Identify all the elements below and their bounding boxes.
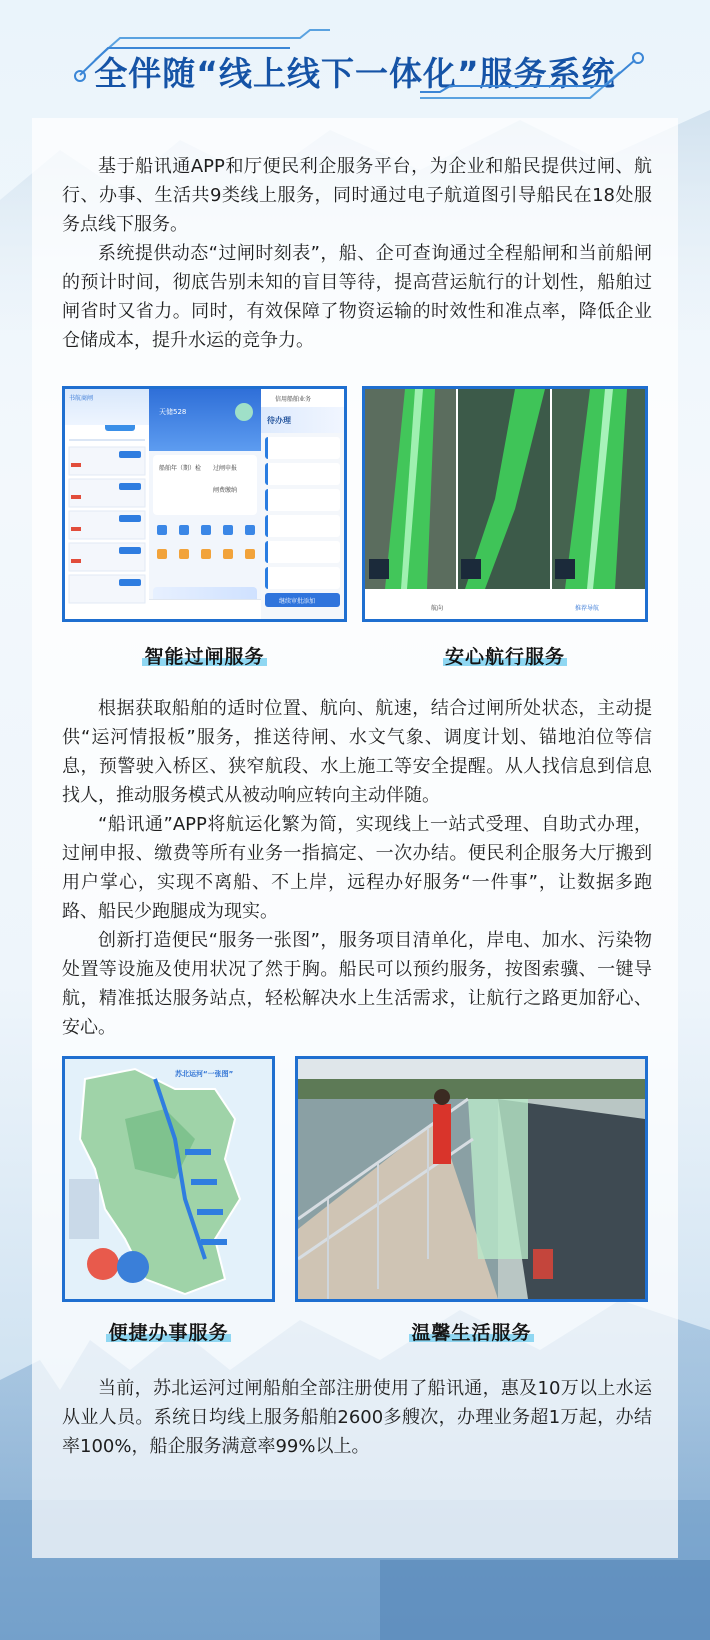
body-paragraph-5: 创新打造便民“服务一张图”，服务项目清单化，岸电、加水、污染物处置等设施及使用状况了然于胸。船民可以预约服务，按图索骥、一键导航，精准抵达服务站点，轻松解决水上生活需求，让航行之路更加舒心、安心。 xyxy=(62,930,652,1038)
todo-row[interactable] xyxy=(265,541,340,563)
nav-heading-label: 航向 xyxy=(431,605,444,612)
phone-header xyxy=(65,389,149,425)
life-service-photo xyxy=(295,1056,648,1302)
todo-row[interactable] xyxy=(265,463,340,485)
continue-button-label: 继续审批添加 xyxy=(279,598,316,605)
app-screenshot-lock-service xyxy=(62,386,347,622)
intro-paragraph-1: 基于船讯通APP和厅便民利企服务平台，为企业和船民提供过闸、航行、办事、生活共9类线上服务，同时通过电子航道图引导船民在18处服务点线下服务。 xyxy=(62,156,652,235)
bottom-tab-bar[interactable] xyxy=(149,599,261,619)
recommend-nav-button[interactable]: 推荐导航 xyxy=(575,605,600,612)
right-header xyxy=(261,389,344,407)
todo-row[interactable] xyxy=(265,437,340,459)
service-item-lock-declare[interactable]: 过闸申报 xyxy=(213,465,238,472)
todo-header xyxy=(261,407,344,433)
caption-lock-service: 智能过闸服务 xyxy=(144,646,265,668)
service-card xyxy=(153,455,257,515)
continue-button[interactable] xyxy=(265,593,340,607)
caption-navigation-service: 安心航行服务 xyxy=(444,646,565,668)
todo-row[interactable] xyxy=(265,489,340,511)
service-item-inspection[interactable]: 船舶年（期）检 xyxy=(159,465,202,472)
jiangsu-map-illustration xyxy=(65,1059,272,1299)
account-header xyxy=(149,389,261,451)
service-item-lock-fee[interactable]: 闸费缴纳 xyxy=(213,487,238,494)
avatar xyxy=(235,403,253,421)
phone-screen-left xyxy=(65,389,149,619)
calendar-icon xyxy=(65,425,149,619)
caption-life-service: 温馨生活服务 xyxy=(411,1322,532,1344)
body-paragraph-4: “船讯通”APP将航运化繁为简，实现线上一站式受理、自助式办理，过闸申报、缴费等所有业务一指搞定、一次办结。便民利企服务大厅搬到用户掌心，实现不离船、不上岸，远程办好服务“一件事”，让数据多跑路、船民少跑腿成为现实。 xyxy=(62,814,652,922)
right-header-label: 信用船舶业务 xyxy=(275,396,312,403)
closing-paragraph: 当前，苏北运河过闸船舶全部注册使用了船讯通，惠及10万以上水运从业人员。系统日均线上服务船舶2600多艘次，办理业务超1万起，办结率100%，船企服务满意率99%以上。 xyxy=(62,1378,652,1457)
header-decoration xyxy=(0,20,710,110)
todo-title: 待办理 xyxy=(267,416,291,425)
phone-top-left-label: 书航商闸 xyxy=(69,395,94,402)
phone-screen-middle xyxy=(149,389,261,619)
intro-paragraph-2: 系统提供动态“过闸时刻表”，船、企可查询通过全程船闸和当前船闸的预计时间，彻底告别未知的盲目等待，提高营运航行的计划性，船舶过闸省时又省力。同时，有效保障了物资运输的时效性和准点率，降低企业仓储成本，提升水运的竞争力。 xyxy=(62,243,652,351)
account-name: 天储528 xyxy=(159,408,187,416)
todo-row[interactable] xyxy=(265,515,340,537)
todo-row[interactable] xyxy=(265,567,340,589)
caption-convenient-affairs: 便捷办事服务 xyxy=(108,1322,229,1344)
phone-screen-right xyxy=(261,389,344,619)
body-paragraph-3: 根据获取船舶的适时位置、航向、航速，结合过闸所处状态，主动提供“运河情报板”服务，推送待闸、水文气象、调度计划、锚地泊位等信息，预警驶入桥区、狭窄航段、水上施工等安全提醒。从人找信息到信息找人，推动服务模式从被动响应转向主动伴随。 xyxy=(62,698,652,806)
app-screenshot-navigation xyxy=(362,386,648,622)
map-banner-label: 苏北运河“一张图” xyxy=(175,1070,234,1078)
page-title: 全伴随“线上线下一体化”服务系统 xyxy=(94,54,616,93)
service-grid-icons xyxy=(149,519,261,579)
channel-map-image xyxy=(365,389,645,619)
service-map-image xyxy=(62,1056,275,1302)
ship-deck-photo xyxy=(298,1059,645,1299)
